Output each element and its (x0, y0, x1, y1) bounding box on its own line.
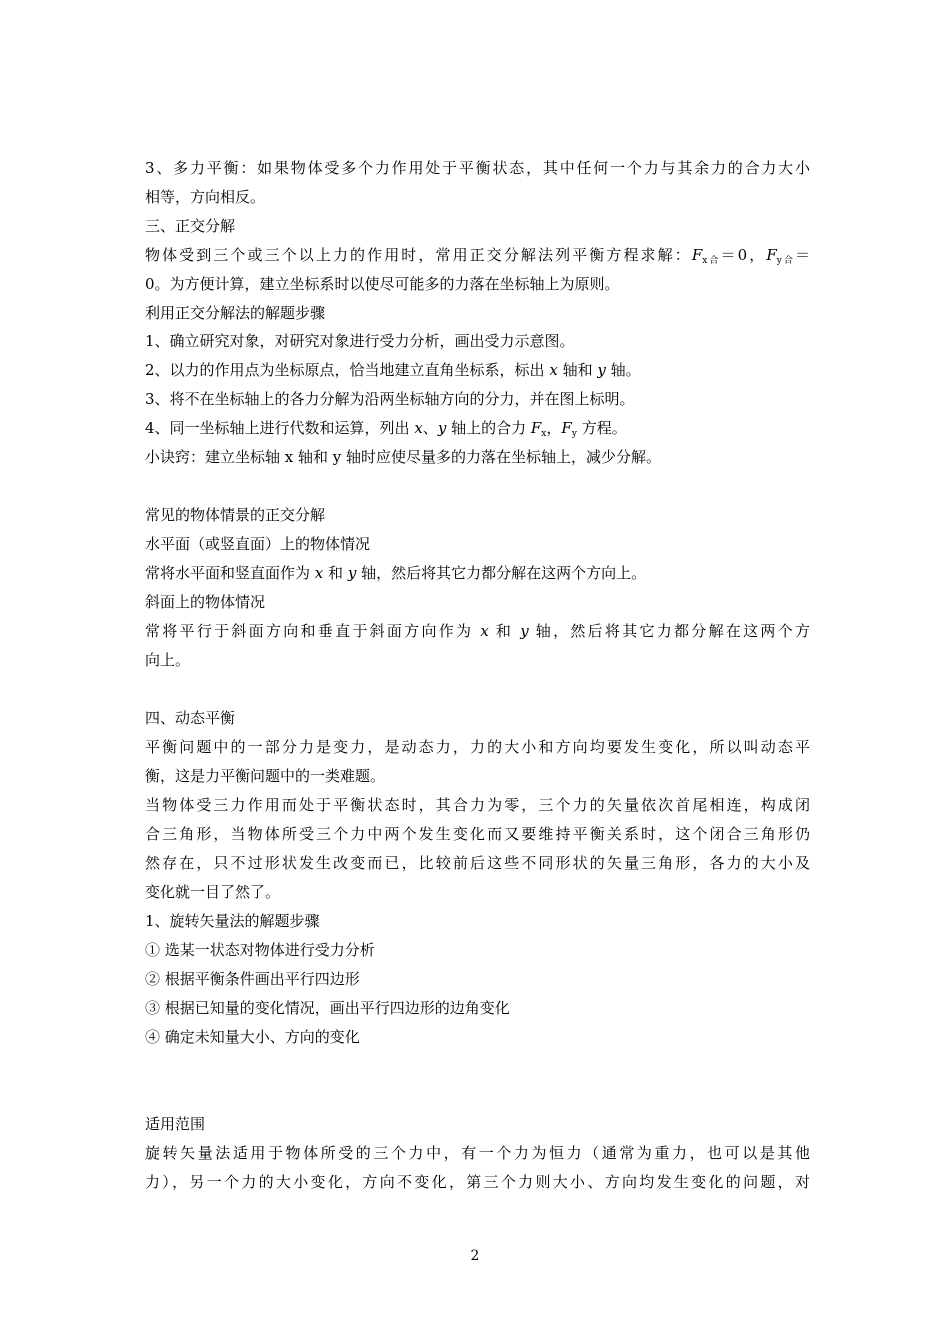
text-line: 常将平行于斜面方向和垂直于斜面方向作为 x 和 y 轴，然后将其它力都分解在这两个方 (145, 622, 810, 640)
text-line: 合三角形，当物体所受三个力中两个发生变化而又要维持平衡关系时，这个闭合三角形仍 (145, 825, 810, 843)
text-line: 3、多力平衡：如果物体受多个力作用处于平衡状态，其中任何一个力与其余力的合力大小 (145, 159, 810, 177)
text-line: 向上。 (145, 651, 191, 669)
list-item: ① 选某一状态对物体进行受力分析 (145, 941, 375, 959)
list-heading: 1、旋转矢量法的解题步骤 (145, 912, 320, 930)
text-line: 物体受到三个或三个以上力的作用时，常用正交分解法列平衡方程求解：$F_{x合}=0$，$F_{y合}=$ (145, 246, 811, 266)
text-line: 旋转矢量法适用于物体所受的三个力中，有一个力为恒力（通常为重力，也可以是其他 (145, 1144, 810, 1162)
text-line: 当物体受三力作用而处于平衡状态时，其合力为零，三个力的矢量依次首尾相连，构成闭 (145, 796, 810, 814)
list-item: ② 根据平衡条件画出平行四边形 (145, 970, 360, 988)
text-line: 变化就一目了然了。 (145, 883, 281, 901)
text-line: 利用正交分解法的解题步骤 (145, 304, 326, 322)
list-item: ④ 确定未知量大小、方向的变化 (145, 1028, 360, 1046)
text-line: 0。为方便计算，建立坐标系时以使尽可能多的力落在坐标轴上为原则。 (145, 275, 620, 293)
list-item: 3、将不在坐标轴上的各力分解为沿两坐标轴方向的分力，并在图上标明。 (145, 390, 635, 408)
section-heading: 三、正交分解 (145, 217, 236, 235)
text-line: 然存在，只不过形状发生改变而已，比较前后这些不同形状的矢量三角形，各力的大小及 (145, 854, 810, 872)
tip-line: 小诀窍：建立坐标轴 x 轴和 y 轴时应使尽量多的力落在坐标轴上，减少分解。 (145, 448, 662, 466)
section-heading: 适用范围 (145, 1115, 206, 1133)
list-item: ③ 根据已知量的变化情况，画出平行四边形的边角变化 (145, 999, 510, 1017)
text-line: 斜面上的物体情况 (145, 593, 266, 611)
text-line: 相等，方向相反。 (145, 188, 266, 206)
list-item: 2、以力的作用点为坐标原点，恰当地建立直角坐标系，标出 x 轴和 y 轴。 (145, 361, 641, 379)
text-line: 水平面（或竖直面）上的物体情况 (145, 535, 371, 553)
page-number: 2 (470, 1248, 480, 1264)
text-line: 平衡问题中的一部分力是变力，是动态力，力的大小和方向均要发生变化，所以叫动态平 (145, 738, 810, 756)
text-line: 常将水平面和竖直面作为 x 和 y 轴，然后将其它力都分解在这两个方向上。 (145, 564, 647, 582)
section-heading: 常见的物体情景的正交分解 (145, 506, 326, 524)
text-line: 衡，这是力平衡问题中的一类难题。 (145, 767, 386, 785)
text-line: 力），另一个力的大小变化，方向不变化，第三个力则大小、方向均发生变化的问题，对 (145, 1173, 810, 1191)
section-heading: 四、动态平衡 (145, 709, 236, 727)
list-item: 4、同一坐标轴上进行代数和运算，列出 x、y 轴上的合力 $F_x$，$F_y$ 方程。 (145, 419, 627, 439)
list-item: 1、确立研究对象，对研究对象进行受力分析，画出受力示意图。 (145, 332, 575, 350)
